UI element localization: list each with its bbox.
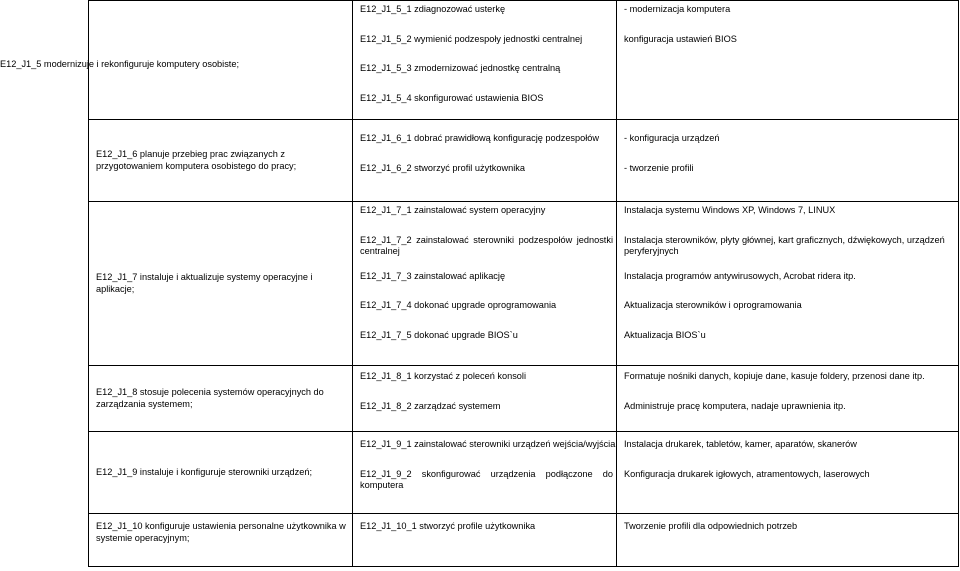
content-text: Instalacja drukarek, tabletów, kamer, aparatów, skanerów — [624, 439, 857, 449]
outcome-text: E12_J1_7 instaluje i aktualizuje systemy operacyjne i aplikacje; — [96, 272, 313, 294]
criterion-text: E12_J1_7_4 dokonać upgrade oprogramowania — [360, 300, 557, 310]
content-text: Aktualizacja BIOS`u — [624, 329, 706, 340]
content-text: Konfiguracja drukarek igłowych, atramentowych, laserowych — [624, 468, 870, 479]
outcome-text: E12_J1_6 planuje przebieg prac związanych z przygotowaniem komputera osobistego do pracy; — [96, 149, 297, 171]
criterion-text: E12_J1_5_2 wymienić podzespoły jednostki centralnej — [360, 33, 583, 44]
table-row — [89, 1, 959, 120]
outcome-text: E12_J1_5 modernizuje i rekonfiguruje komputery osobiste; — [0, 59, 240, 70]
criterion-text: E12_J1_5_3 zmodernizować jednostkę centralną — [360, 63, 561, 73]
content-cell — [617, 514, 959, 567]
content-cell — [617, 1, 959, 120]
content-text: konfiguracja ustawień BIOS — [624, 33, 737, 44]
table-row — [89, 514, 959, 567]
outcome-cell — [89, 202, 353, 366]
criteria-cell — [353, 514, 617, 567]
table-row — [89, 120, 959, 202]
criteria-cell — [353, 366, 617, 432]
content-text: Instalacja programów antywirusowych, Acrobat ridera itp. — [624, 270, 856, 281]
table-row — [89, 366, 959, 432]
criterion-text: E12_J1_5_4 skonfigurować ustawienia BIOS — [360, 92, 544, 103]
outcome-cell — [0, 1, 353, 120]
criterion-text: E12_J1_9_1 zainstalować sterowniki urządzeń wejścia/wyjścia — [360, 439, 616, 449]
content-cell — [617, 366, 959, 432]
criteria-cell — [353, 120, 617, 202]
criterion-text: E12_J1_7_3 zainstalować aplikację — [360, 270, 506, 281]
outcome-cell — [89, 514, 353, 567]
content-text: - konfiguracja urządzeń — [624, 133, 720, 143]
content-text: Tworzenie profili dla odpowiednich potrzeb — [624, 521, 798, 531]
criterion-text: E12_J1_5_1 zdiagnozować usterkę — [360, 4, 506, 14]
outcome-text: E12_J1_9 instaluje i konfiguruje sterowniki urządzeń; — [96, 466, 313, 477]
content-cell — [617, 202, 959, 366]
criterion-text: E12_J1_6_1 dobrać prawidłową konfigurację podzespołów — [360, 133, 600, 143]
criterion-text: E12_J1_9_2 skonfigurować urządzenia podłączone do komputera — [360, 468, 613, 490]
outcome-text: E12_J1_8 stosuje polecenia systemów operacyjnych do zarządzania systemem; — [96, 387, 324, 409]
table-row — [89, 202, 959, 366]
outcome-cell — [89, 432, 353, 514]
content-text: Instalacja systemu Windows XP, Windows 7, LINUX — [624, 205, 836, 215]
content-text: Administruje pracę komputera, nadaje uprawnienia itp. — [624, 400, 846, 411]
content-cell — [617, 120, 959, 202]
outcome-cell — [89, 120, 353, 202]
content-cell — [617, 432, 959, 514]
outcome-cell — [89, 366, 353, 432]
criterion-text: E12_J1_7_5 dokonać upgrade BIOS`u — [360, 329, 518, 340]
content-text: Instalacja sterowników, płyty głównej, kart graficznych, dźwiękowych, urządzeń peryferyjnych — [624, 234, 945, 256]
content-text: - modernizacja komputera — [624, 4, 731, 14]
criterion-text: E12_J1_6_2 stworzyć profil użytkownika — [360, 162, 525, 173]
table-row — [89, 432, 959, 514]
criterion-text: E12_J1_8_1 korzystać z poleceń konsoli — [360, 371, 526, 381]
criterion-text: E12_J1_10_1 stworzyć profile użytkownika — [360, 521, 536, 531]
criterion-text: E12_J1_7_1 zainstalować system operacyjny — [360, 205, 546, 215]
criteria-cell — [353, 202, 617, 366]
content-text: - tworzenie profili — [624, 162, 694, 173]
criteria-cell — [353, 432, 617, 514]
criteria-cell — [353, 1, 617, 120]
content-text: Aktualizacja sterowników i oprogramowania — [624, 300, 802, 310]
content-text: Formatuje nośniki danych, kopiuje dane, kasuje foldery, przenosi dane itp. — [624, 371, 925, 381]
outcome-text: E12_J1_10 konfiguruje ustawienia personalne użytkownika w systemie operacyjnym; — [96, 521, 346, 543]
criterion-text: E12_J1_8_2 zarządzać systemem — [360, 400, 501, 411]
criterion-text: E12_J1_7_2 zainstalować sterowniki podzespołów jednostki centralnej — [360, 234, 613, 256]
